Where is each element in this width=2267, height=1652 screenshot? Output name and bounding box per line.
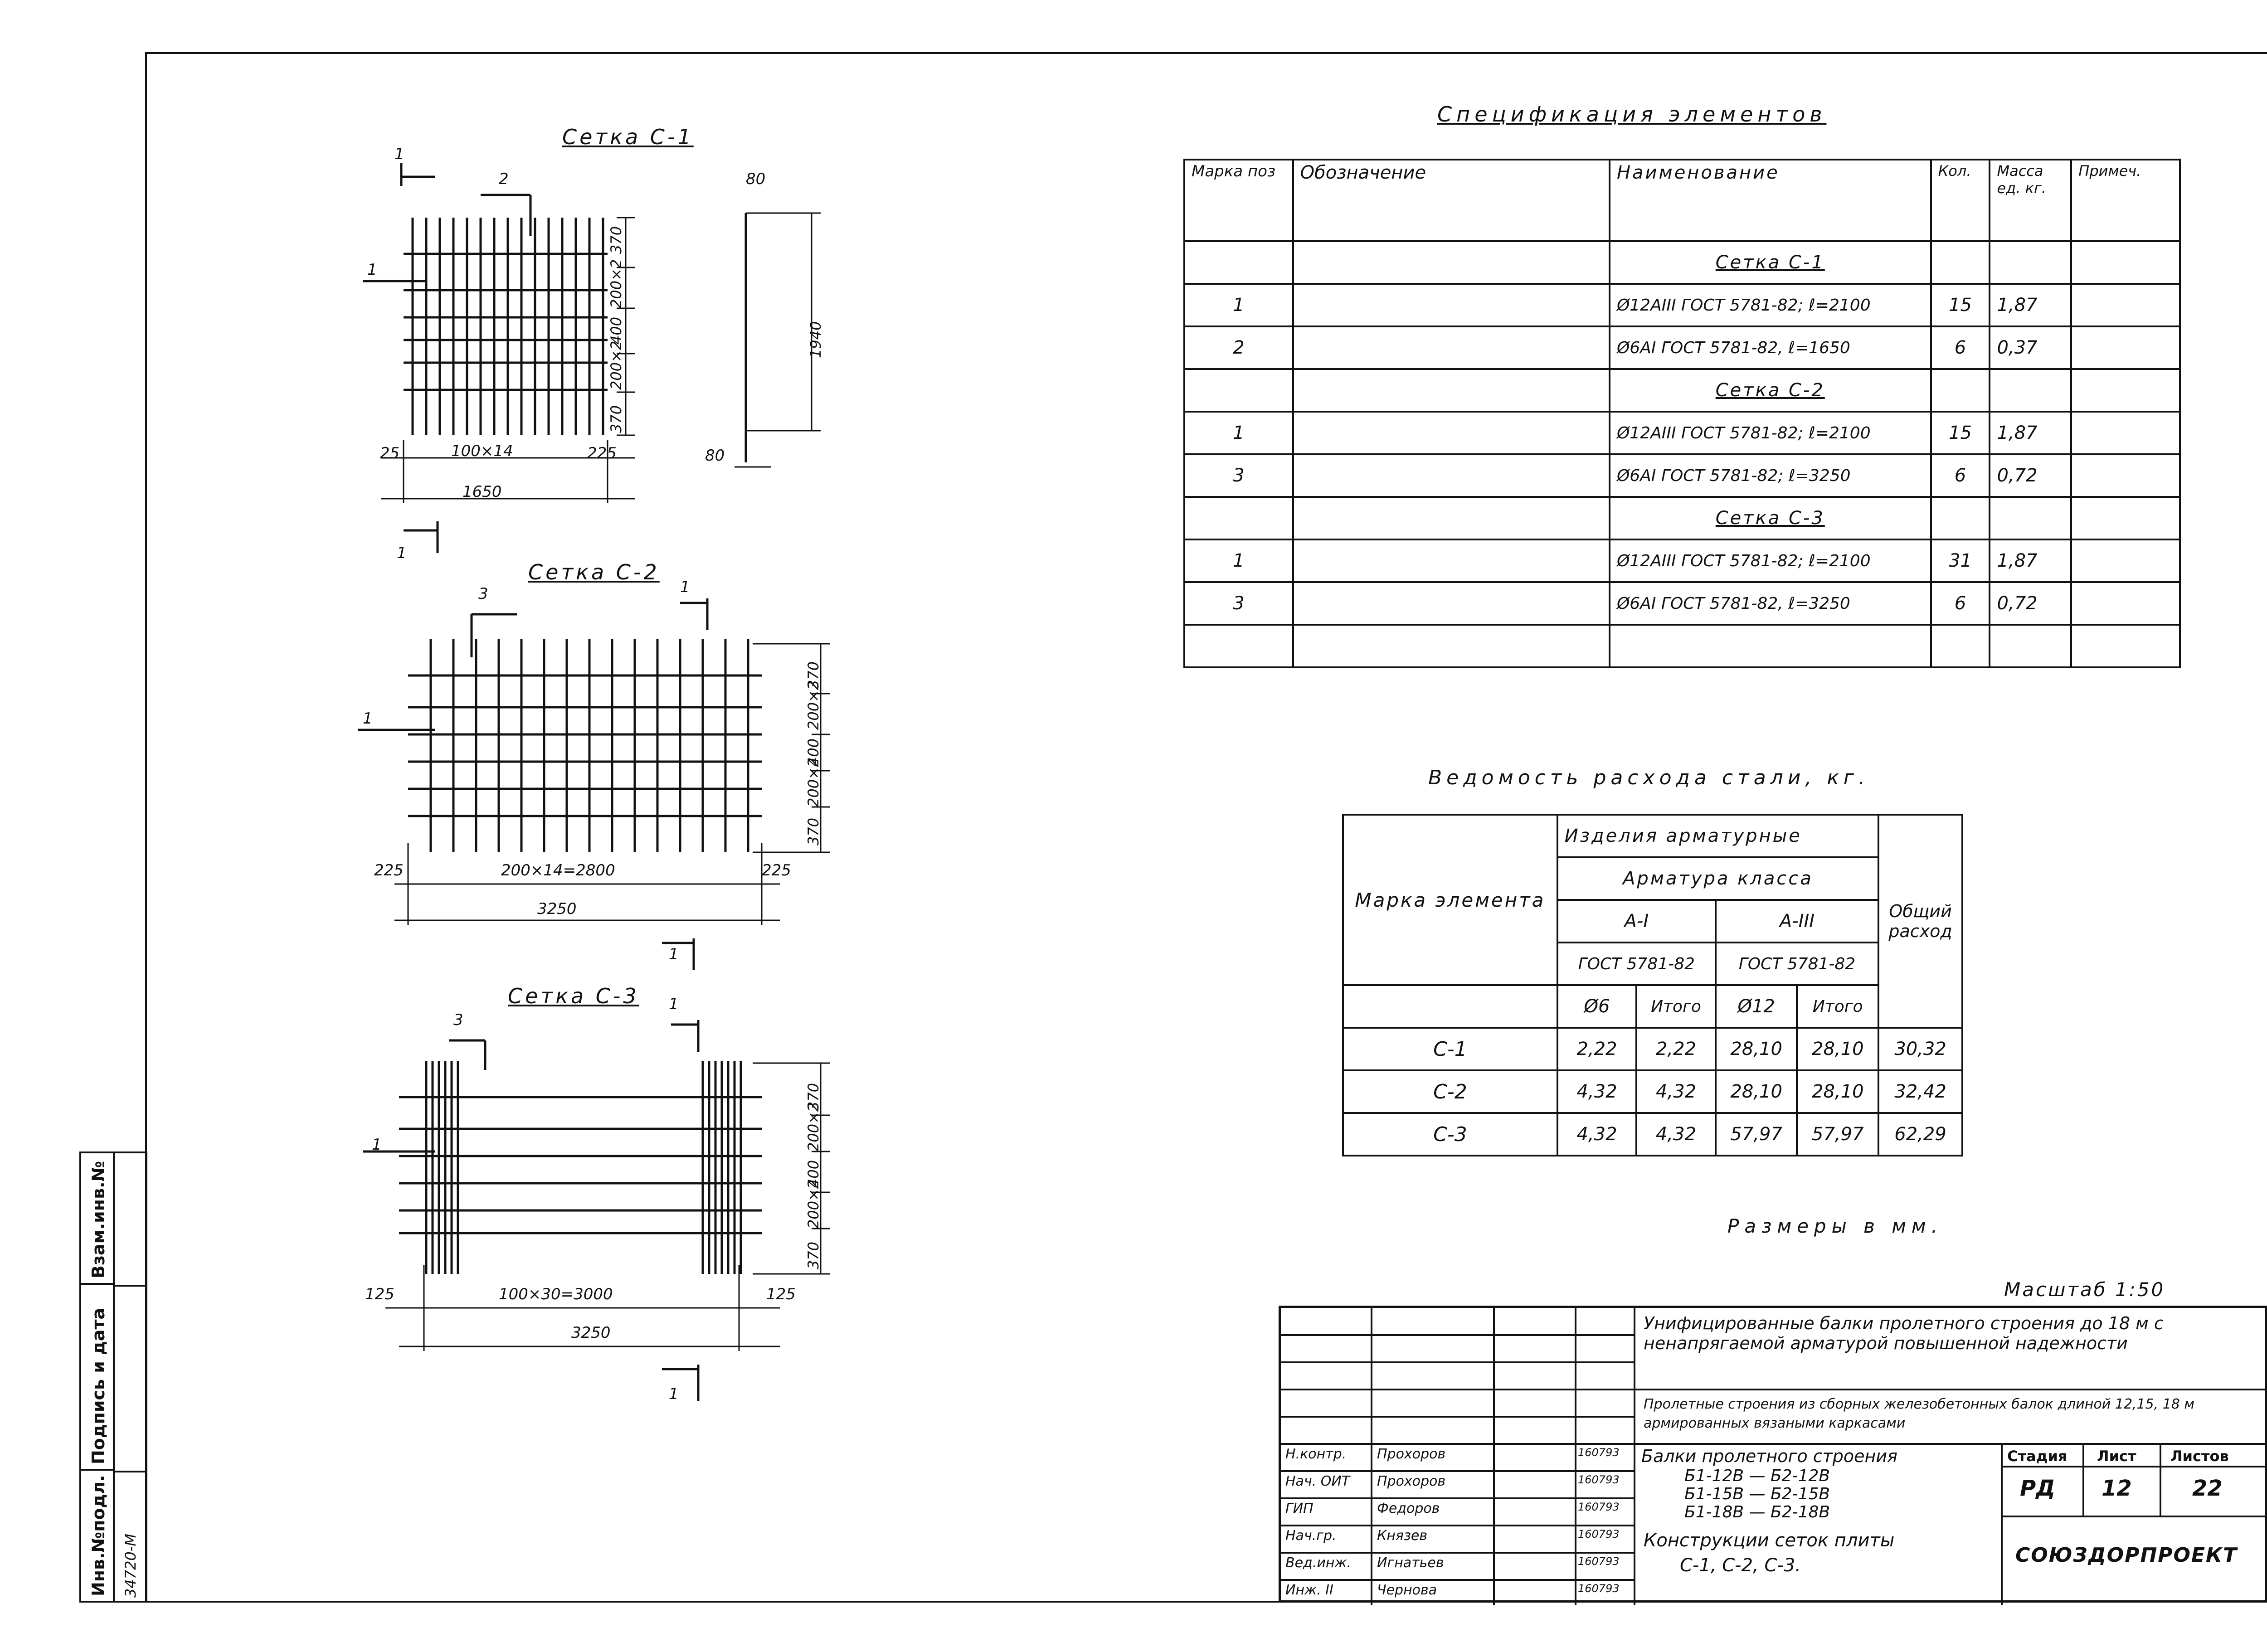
spec-row [1184,412,2180,454]
steel-d6: 4,32 [1557,1113,1636,1156]
spec-code [1293,497,1610,539]
steel-title: Ведомость расхода стали, кг. [1428,766,1870,789]
tb-role-date: 160793 [1578,1582,1620,1595]
mesh-c3-label-b: 1 [669,995,679,1013]
spec-mass: 1,87 [1990,539,2071,582]
mesh-c2-label-b: 1 [680,578,690,596]
spec-row [1184,454,2180,497]
spec-title: Спецификация элементов [1437,102,1827,126]
steel-mark: С-3 [1343,1113,1557,1156]
mesh-c3-label-a: 3 [453,1011,463,1029]
spec-pos [1184,497,1293,539]
spec-code [1293,582,1610,625]
mesh-c3-dim-overall: 3250 [571,1324,611,1342]
spec-mass: 1,87 [1990,412,2071,454]
spec-pos [1184,241,1293,284]
tb-role-name: Князев [1377,1528,1428,1544]
spec-code [1293,369,1610,412]
steel-s1: 4,32 [1636,1070,1716,1113]
spec-code [1293,326,1610,369]
sidebar-inv-no: Инв.№подл. [88,1475,108,1596]
spec-code [1293,539,1610,582]
spec-note [2071,284,2180,326]
mesh-c3-dim-125a: 125 [365,1285,394,1303]
mesh-c2-dim-overall: 3250 [537,900,577,918]
steel-table [1342,814,1963,1156]
steel-d6: 2,22 [1557,1028,1636,1070]
spec-qty: 15 [1931,412,1990,454]
steel-h-sum1: Итого [1636,985,1716,1028]
mesh-c1-rdim-3: 200×2 [608,340,625,390]
spec-note [2071,582,2180,625]
tb-role-role: Инж. II [1285,1582,1333,1598]
spec-note [2071,326,2180,369]
spec-pos [1184,369,1293,412]
tb-sheet-line-1: Б1-15В — Б2-15В [1684,1485,1830,1503]
mesh-c2-dim-225a: 225 [374,861,404,879]
spec-name: Сетка С-3 [1610,497,1931,539]
tb-sheet-title-1: Балки пролетного строения [1641,1446,1897,1466]
tb-role-name: Игнатьев [1377,1555,1444,1571]
approval-sidebar [79,1152,147,1603]
spec-pos: 1 [1184,412,1293,454]
tb-role-role: Н.контр. [1285,1446,1347,1462]
spec-h-note: Примеч. [2071,160,2180,241]
spec-h-code: Обозначение [1293,160,1610,241]
spec-name: Ø6АI ГОСТ 5781-82; ℓ=3250 [1610,454,1931,497]
spec-row [1184,241,2180,284]
mesh-c1-label-d: 1 [397,544,407,562]
sidebar-sign-date: Подпись и дата [81,1285,113,1471]
spec-h-pos: Марка поз [1184,160,1293,241]
spec-row [1184,369,2180,412]
spec-table [1183,159,2181,668]
tb-stage: РД [2020,1476,2055,1501]
tb-sheet-title-2: Конструкции сеток плиты [1644,1530,1895,1551]
tb-sheet-line-2: Б1-18В — Б2-18В [1684,1503,1830,1521]
spec-mass [1990,625,2071,667]
tb-sheets: 22 [2192,1476,2223,1501]
mesh-c2-rdim-3: 200×2 [805,758,822,807]
steel-d12: 28,10 [1716,1028,1797,1070]
spec-qty [1931,241,1990,284]
mesh-c1-dim-25: 25 [380,444,400,462]
steel-h-sum2: Итого [1797,985,1878,1028]
mesh-c1-rdim-0: 370 [608,226,625,254]
spec-pos: 1 [1184,284,1293,326]
spec-row [1184,284,2180,326]
spec-note [2071,625,2180,667]
spec-pos: 1 [1184,539,1293,582]
sidebar-inv-value: 34720-М [122,1534,139,1598]
mesh-c3-label-d: 1 [669,1385,679,1403]
steel-h-ai: А-I [1557,900,1716,943]
steel-h-aiii: А-III [1716,900,1878,943]
mesh-c1-dim-step: 100×14 [451,442,513,460]
spec-row [1184,625,2180,667]
spec-pos: 3 [1184,582,1293,625]
spec-mass: 0,72 [1990,454,2071,497]
spec-qty [1931,625,1990,667]
spec-name: Сетка С-1 [1610,241,1931,284]
steel-s2: 28,10 [1797,1070,1878,1113]
tb-sheets-h: Листов [2170,1448,2229,1465]
spec-name: Ø12АIII ГОСТ 5781-82; ℓ=2100 [1610,284,1931,326]
spec-pos: 3 [1184,454,1293,497]
spec-code [1293,241,1610,284]
tb-sheet-title-3: С-1, С-2, С-3. [1680,1555,1801,1576]
tb-sheet-h: Лист [2097,1448,2136,1465]
tb-sheet: 12 [2102,1476,2132,1501]
mesh-c3-rdim-2: 400 [805,1160,822,1188]
steel-h-d12: Ø12 [1716,985,1797,1028]
mesh-c3-label-c: 1 [372,1136,382,1154]
tb-role-role: Вед.инж. [1285,1555,1351,1571]
tb-project: Унифицированные балки пролетного строения до 18 м с ненапрягаемой арматурой повышенной надежности [1644,1313,2164,1353]
steel-h-gost1: ГОСТ 5781-82 [1557,943,1716,985]
tb-stage-h: Стадия [2007,1448,2068,1465]
mesh-c2-dim-225b: 225 [762,861,791,879]
spec-qty [1931,369,1990,412]
spec-code [1293,284,1610,326]
spec-qty: 15 [1931,284,1990,326]
spec-name: Ø6АI ГОСТ 5781-82, ℓ=1650 [1610,326,1931,369]
steel-row [1343,1113,1962,1156]
spec-qty: 31 [1931,539,1990,582]
spec-mass [1990,497,2071,539]
dims-note: Размеры в мм. [1727,1215,1943,1237]
tb-role-role: Нач.гр. [1285,1528,1337,1544]
steel-d12: 28,10 [1716,1070,1797,1113]
steel-h-d6: Ø6 [1557,985,1636,1028]
mesh-c2-title: Сетка С-2 [528,560,660,584]
tb-role-date: 160793 [1578,1501,1620,1513]
steel-total: 32,42 [1878,1070,1962,1113]
spec-code [1293,454,1610,497]
tb-role-role: ГИП [1285,1501,1313,1516]
mesh-c3-drawing [345,1002,852,1419]
spec-row [1184,539,2180,582]
tb-role-date: 160793 [1578,1473,1620,1486]
mesh-c3-title: Сетка С-3 [508,984,639,1008]
steel-mark: С-1 [1343,1028,1557,1070]
spec-mass: 1,87 [1990,284,2071,326]
spec-note [2071,412,2180,454]
mesh-c2-label-a: 3 [478,585,488,603]
mesh-c3-dim-step: 100×30=3000 [499,1285,613,1303]
spec-note [2071,539,2180,582]
steel-mark: С-2 [1343,1070,1557,1113]
mesh-c3-rdim-4: 370 [805,1241,822,1269]
mesh-c1-dim-overall: 1650 [462,483,502,501]
spec-mass: 0,72 [1990,582,2071,625]
mesh-c1-label-a: 1 [394,145,404,163]
mesh-c2-rdim-1: 200×2 [805,680,822,730]
spec-note [2071,497,2180,539]
spec-code [1293,412,1610,454]
tb-role-name: Прохоров [1377,1473,1446,1489]
mesh-c1-side-bottom: 80 [705,447,725,465]
title-block [1279,1306,2267,1603]
steel-h-total: Общий расход [1878,815,1962,1028]
mesh-c3-dim-125b: 125 [766,1285,796,1303]
mesh-c2-rdim-0: 370 [805,661,822,689]
mesh-c1-rdim-1: 200×2 [608,259,625,308]
tb-role-date: 160793 [1578,1528,1620,1540]
spec-row [1184,582,2180,625]
spec-mass: 0,37 [1990,326,2071,369]
steel-s2: 28,10 [1797,1028,1878,1070]
mesh-c1-drawing [345,145,861,567]
spec-name: Ø6АI ГОСТ 5781-82, ℓ=3250 [1610,582,1931,625]
steel-row [1343,1070,1962,1113]
spec-qty: 6 [1931,454,1990,497]
tb-subproject: Пролетные строения из сборных железобетонных балок длиной 12,15, 18 м армированных вязаными каркасами [1644,1396,2195,1431]
tb-role-name: Прохоров [1377,1446,1446,1462]
mesh-c2-rdim-4: 370 [805,817,822,845]
mesh-c1-label-c: 2 [499,170,509,188]
tb-role-date: 160793 [1578,1446,1620,1459]
steel-s2: 57,97 [1797,1113,1878,1156]
sidebar-vzam: Взам.инв.№ [81,1153,113,1285]
mesh-c1-rdim-2: 400 [608,316,625,345]
mesh-c2-rdim-2: 400 [805,738,822,766]
spec-mass [1990,369,2071,412]
spec-pos [1184,625,1293,667]
spec-row [1184,497,2180,539]
scale-note: Масштаб 1:50 [2004,1278,2165,1301]
steel-h-mark: Марка элемента [1343,815,1557,985]
spec-note [2071,454,2180,497]
steel-total: 62,29 [1878,1113,1962,1156]
mesh-c2-dim-step: 200×14=2800 [501,861,615,879]
mesh-c1-dim-225: 225 [587,444,617,462]
tb-role-name: Чернова [1377,1582,1437,1598]
steel-s1: 2,22 [1636,1028,1716,1070]
steel-s1: 4,32 [1636,1113,1716,1156]
spec-name [1610,625,1931,667]
mesh-c1-label-b: 1 [367,261,377,279]
steel-d6: 4,32 [1557,1070,1636,1113]
spec-row [1184,326,2180,369]
mesh-c1-side-top: 80 [746,170,766,188]
spec-name: Ø12АIII ГОСТ 5781-82; ℓ=2100 [1610,539,1931,582]
steel-d12: 57,97 [1716,1113,1797,1156]
tb-role-name: Федоров [1377,1501,1440,1516]
tb-role-date: 160793 [1578,1555,1620,1568]
mesh-c3-rdim-3: 200×2 [805,1179,822,1229]
spec-qty [1931,497,1990,539]
mesh-c1-rdim-4: 370 [608,405,625,433]
spec-name: Сетка С-2 [1610,369,1931,412]
mesh-c2-label-c: 1 [363,709,373,728]
spec-h-mass: Масса ед. кг. [1990,160,2071,241]
spec-h-qty: Кол. [1931,160,1990,241]
tb-sheet-line-0: Б1-12В — Б2-12В [1684,1467,1830,1485]
steel-row [1343,1028,1962,1070]
tb-org: СОЮЗДОРПРОЕКТ [2015,1544,2238,1567]
spec-qty: 6 [1931,326,1990,369]
spec-qty: 6 [1931,582,1990,625]
steel-total: 30,32 [1878,1028,1962,1070]
steel-h-items: Изделия арматурные [1557,815,1878,857]
steel-h-gost2: ГОСТ 5781-82 [1716,943,1878,985]
spec-h-name: Наименование [1610,160,1931,241]
spec-code [1293,625,1610,667]
mesh-c3-rdim-1: 200×2 [805,1102,822,1152]
mesh-c1-title: Сетка С-1 [562,125,694,149]
steel-h-blank [1343,985,1557,1028]
mesh-c1-side-height: 1940 [807,321,824,358]
mesh-c2-label-d: 1 [669,945,679,963]
spec-pos: 2 [1184,326,1293,369]
spec-note [2071,241,2180,284]
tb-role-role: Нач. ОИТ [1285,1473,1350,1489]
spec-mass [1990,241,2071,284]
mesh-c3-rdim-0: 370 [805,1083,822,1111]
steel-h-class: Арматура класса [1557,857,1878,900]
mesh-c2-drawing [345,580,852,988]
spec-note [2071,369,2180,412]
spec-name: Ø12АIII ГОСТ 5781-82; ℓ=2100 [1610,412,1931,454]
